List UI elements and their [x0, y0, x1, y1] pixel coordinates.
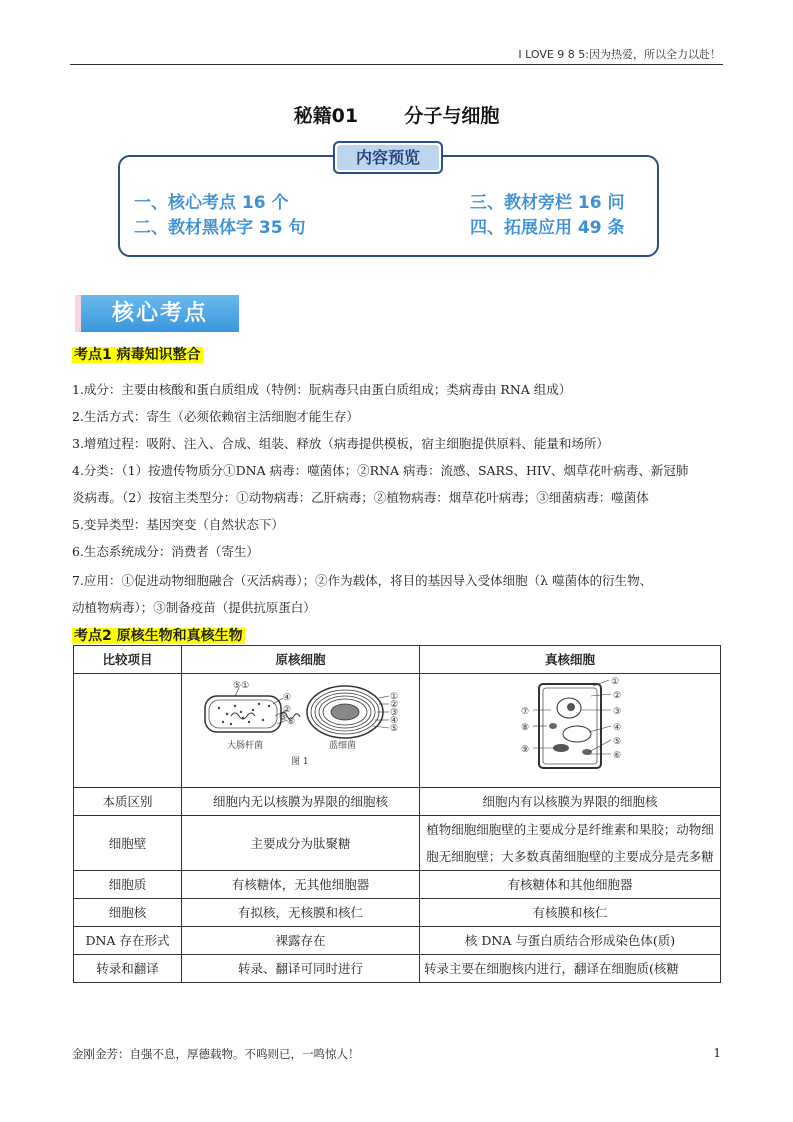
kp1-line-3: 3.增殖过程：吸附、注入、合成、组装、释放（病毒提供模板，宿主细胞提供原料、能量和场所）	[72, 436, 609, 451]
svg-text:⑥: ⑥	[612, 751, 621, 761]
svg-text:①: ①	[389, 692, 398, 702]
table-cell: 细胞壁	[74, 816, 182, 871]
kp1-title: 考点1 病毒知识整合	[74, 347, 201, 363]
svg-text:①: ①	[610, 677, 619, 687]
table-cell: 转录、翻译可同时进行	[182, 955, 420, 983]
page-title: 秘籍01 分子与细胞	[293, 105, 500, 127]
svg-text:③: ③	[612, 707, 621, 717]
kp1-line-8: 7.应用：①促进动物细胞融合（灭活病毒）；②作为载体，将目的基因导入受体细胞（λ 噬菌体的衍生物、	[72, 573, 653, 588]
svg-text:④: ④	[612, 723, 621, 733]
table-cell: 有核膜和核仁	[420, 899, 721, 927]
table-row	[74, 871, 721, 899]
figure-caption: 图 1	[290, 757, 309, 767]
kp1-title-wrap	[72, 344, 203, 364]
svg-text:⑥: ⑥	[286, 717, 295, 727]
preview-item-4: 四、拓展应用 49 条	[470, 218, 625, 238]
table-cell: 本质区别	[74, 788, 182, 816]
prokaryote-figure-cell	[182, 674, 420, 788]
prokaryote-diagram	[183, 674, 419, 778]
preview-tab	[333, 141, 443, 174]
svg-text:④: ④	[282, 693, 291, 703]
footer-motto: 金刚金芳：自强不息，厚德载物。不鸣则已，一鸣惊人！	[72, 1047, 360, 1061]
ecoli-diagram	[205, 681, 300, 751]
svg-text:③: ③	[389, 708, 398, 718]
kp1-line-9: 动植物病毒）；③制备疫苗（提供抗原蛋白）	[72, 600, 316, 615]
kp1-line-7: 6.生态系统成分：消费者（寄生）	[72, 544, 259, 559]
comparison-table	[73, 645, 721, 983]
kp1-line-4: 4.分类：（1）按遗传物质分①DNA 病毒：噬菌体；②RNA 病毒：流感、SARS、HIV、烟草花叶病毒、新冠肺	[72, 463, 689, 478]
table-cell: 转录和翻译	[74, 955, 182, 983]
kp1-line-6: 5.变异类型：基因突变（自然状态下）	[72, 517, 284, 532]
table-cell: 细胞内无以核膜为界限的细胞核	[182, 788, 420, 816]
svg-text:⑨: ⑨	[520, 745, 529, 755]
svg-text:⑧: ⑧	[520, 723, 529, 733]
table-row	[74, 788, 721, 816]
table-cell: DNA 存在形式	[74, 927, 182, 955]
kp1-line-1: 1.成分：主要由核酸和蛋白质组成（特例：朊病毒只由蛋白质组成；类病毒由 RNA 组成）	[72, 382, 572, 397]
table-cell: 转录主要在细胞核内进行，翻译在细胞质(核糖	[420, 955, 721, 983]
table-cell: 细胞核	[74, 899, 182, 927]
kp2-title: 考点2 原核生物和真核生物	[74, 628, 243, 644]
preview-item-1: 一、核心考点 16 个	[134, 193, 289, 213]
table-row	[74, 927, 721, 955]
svg-text:⑦: ⑦	[520, 707, 529, 717]
svg-text:⑤: ⑤	[389, 724, 398, 734]
table-cell: 有核糖体和其他细胞器	[420, 871, 721, 899]
svg-text:⑤①: ⑤①	[232, 681, 249, 691]
eukaryote-figure-cell	[420, 674, 721, 788]
svg-text:④: ④	[389, 716, 398, 726]
table-header-cell: 比较项目	[74, 646, 182, 674]
table-cell: 主要成分为肽聚糖	[182, 816, 420, 871]
table-cell: 有拟核，无核膜和核仁	[182, 899, 420, 927]
table-cell: 核 DNA 与蛋白质结合形成染色体(质)	[420, 927, 721, 955]
plant-cell-diagram	[421, 674, 720, 778]
table-row	[74, 816, 721, 871]
table-header-cell: 原核细胞	[182, 646, 420, 674]
header-motto: I LOVE 9 8 5:因为热爱，所以全力以赴！	[518, 48, 721, 61]
svg-text:⑤: ⑤	[612, 737, 621, 747]
table-cell: 裸露存在	[182, 927, 420, 955]
preview-item-3: 三、教材旁栏 16 问	[470, 193, 625, 213]
svg-text:③: ③	[278, 713, 287, 723]
preview-tab-label: 内容预览	[337, 145, 439, 170]
table-cell: 植物细胞细胞壁的主要成分是纤维素和果胶；动物细胞无细胞壁；大多数真菌细胞壁的主要成分是壳多糖	[420, 816, 721, 871]
preview-item-2: 二、教材黑体字 35 句	[134, 218, 306, 238]
kp1-line-5: 炎病毒。（2）按宿主类型分：①动物病毒：乙肝病毒；②植物病毒：烟草花叶病毒；③细菌病毒：噬菌体	[72, 490, 649, 505]
table-cell: 有核糖体，无其他细胞器	[182, 871, 420, 899]
page-number: 1	[713, 1046, 721, 1060]
svg-text:②: ②	[282, 705, 291, 715]
kp1-line-2: 2.生活方式：寄生（必须依赖宿主活细胞才能生存）	[72, 409, 359, 424]
table-cell: 细胞内有以核膜为界限的细胞核	[420, 788, 721, 816]
header-rule	[70, 64, 723, 65]
table-cell: 细胞质	[74, 871, 182, 899]
section-banner: 核心考点	[81, 295, 239, 332]
table-row	[74, 899, 721, 927]
table-header-row	[74, 646, 721, 674]
table-header-cell: 真核细胞	[420, 646, 721, 674]
table-cell	[74, 674, 182, 788]
kp2-title-wrap	[72, 625, 245, 645]
svg-text:②: ②	[389, 700, 398, 710]
table-figure-row	[74, 674, 721, 788]
cyano-label: 蓝细菌	[328, 741, 356, 751]
ecoli-label: 大肠杆菌	[226, 741, 263, 751]
table-row	[74, 955, 721, 983]
svg-text:②: ②	[612, 691, 621, 701]
cyanobacteria-diagram	[307, 686, 398, 751]
